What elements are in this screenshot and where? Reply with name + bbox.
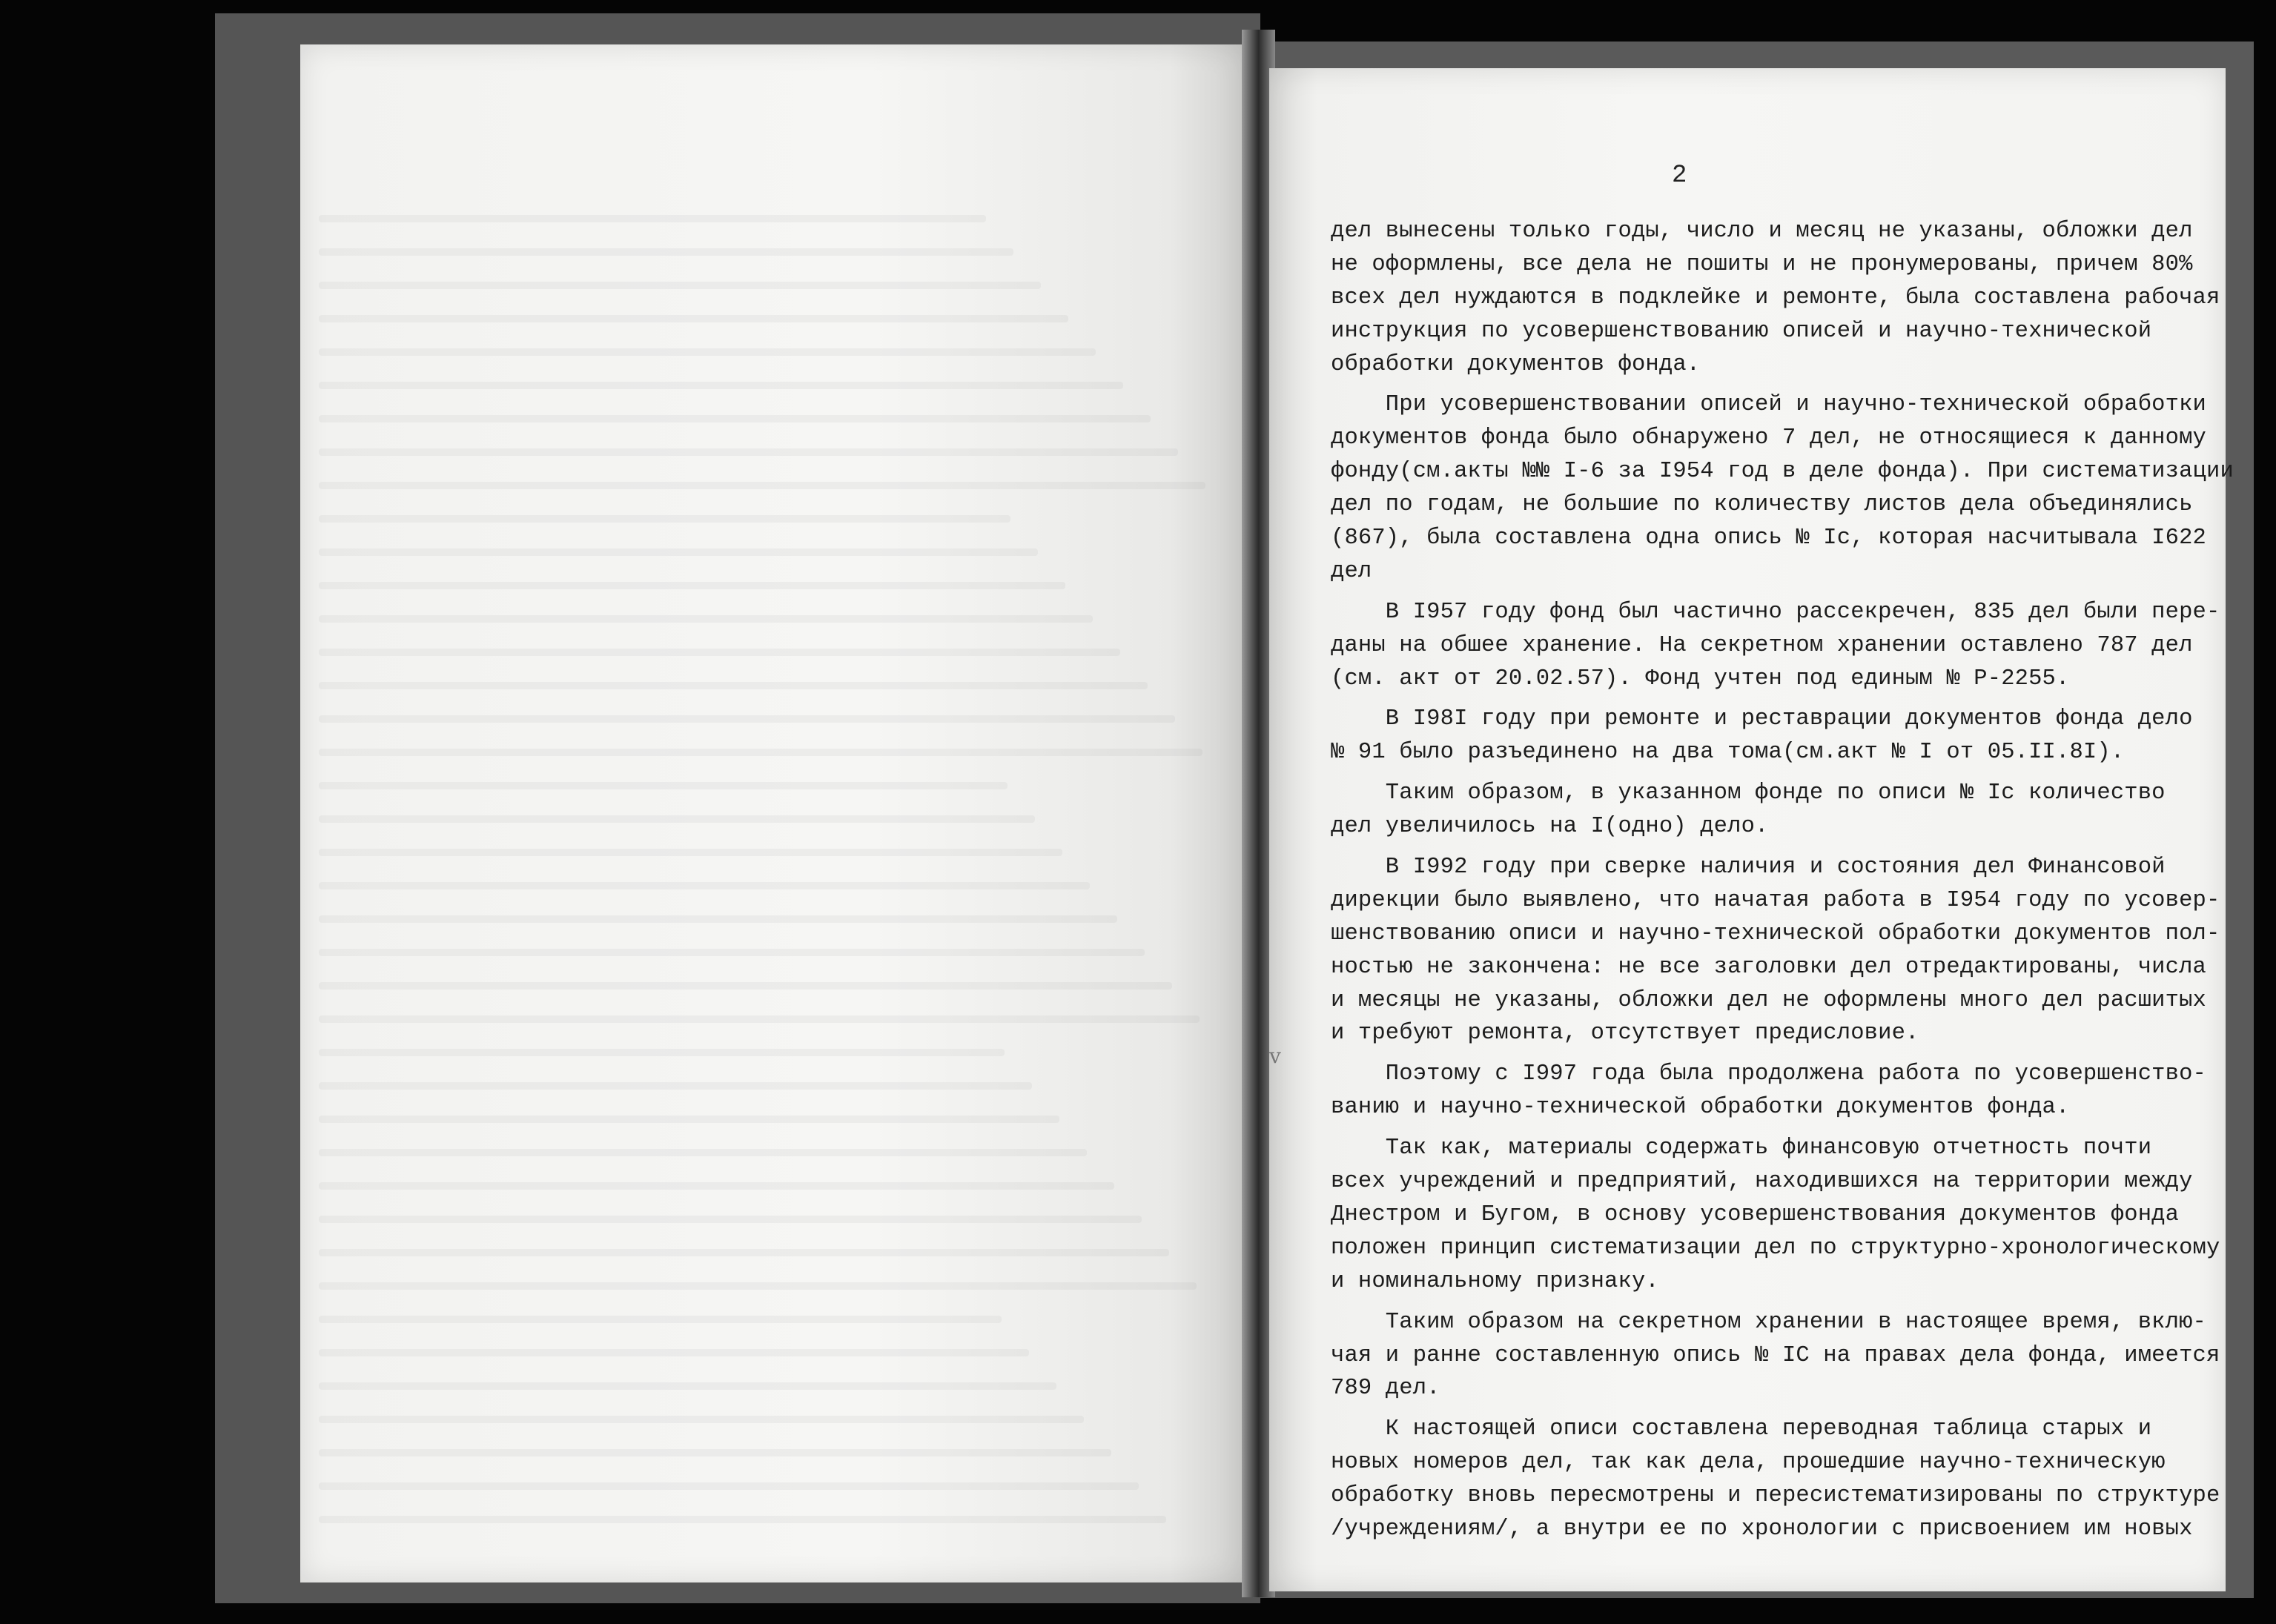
text-line: всех учреждений и предприятий, находившихся на территории между	[1331, 1169, 2193, 1195]
text-line: обработки документов фонда.	[1331, 351, 1701, 377]
bleed-through-line	[319, 749, 1202, 756]
bleed-through-line	[319, 1049, 1005, 1056]
bleed-through-line	[319, 548, 1038, 556]
text-line: При усовершенствовании описей и научно-технической обработки	[1331, 392, 2206, 418]
bleed-through-line	[319, 1149, 1087, 1156]
bleed-through-line	[319, 915, 1117, 923]
bleed-through-line	[319, 248, 1013, 256]
bleed-through-line	[319, 615, 1093, 623]
text-line: не оформлены, все дела не пошиты и не пронумерованы, причем 80%	[1331, 251, 2193, 277]
text-line: документов фонда было обнаружено 7 дел, не относящиеся к данному	[1331, 425, 2206, 451]
text-line: Таким образом на секретном хранении в настоящее время, вклю-	[1331, 1309, 2206, 1335]
bleed-through-line	[319, 715, 1175, 723]
text-line: шенствованию описи и научно-технической обработки документов пол-	[1331, 921, 2220, 947]
bleed-through-line	[319, 1349, 1029, 1356]
bleed-through-line	[319, 1216, 1142, 1223]
text-line: дел по годам, не большие по количеству листов дела объединялись	[1331, 492, 2193, 518]
text-line: дирекции было выявлено, что начатая работа в I954 году по усовер-	[1331, 887, 2220, 913]
bleed-through-line	[319, 1316, 1002, 1323]
text-line: 789 дел.	[1331, 1376, 1440, 1402]
text-line: В I957 году фонд был частично рассекречен, 835 дел были пере-	[1331, 599, 2220, 625]
text-line: (867), была составлена одна опись № Iс, которая насчитывала I622	[1331, 526, 2206, 551]
bleed-through-line	[319, 348, 1096, 356]
bleed-through-line	[319, 849, 1062, 856]
bleed-through-line	[319, 1382, 1056, 1390]
bleed-through-line	[319, 1249, 1169, 1256]
text-line: К настоящей описи составлена переводная таблица старых и	[1331, 1416, 2152, 1442]
bleed-through-line	[319, 682, 1148, 689]
bleed-through-line	[319, 1516, 1166, 1523]
bleed-through-line	[319, 815, 1035, 823]
text-line: Поэтому с I997 года была продолжена работа по усовершенство-	[1331, 1061, 2206, 1087]
page-number: 2	[1672, 162, 1687, 190]
text-line: обработку вновь пересмотрены и пересистематизированы по структуре	[1331, 1483, 2220, 1509]
bleed-through-line	[319, 982, 1172, 990]
text-line: дел вынесены только годы, число и месяц не указаны, обложки дел	[1331, 219, 2193, 244]
text-line: № 91 было разъединено на два тома(см.акт № I от 05.II.8I).	[1331, 740, 2125, 766]
bleed-through-line	[319, 1482, 1139, 1490]
bleed-through-line	[319, 1082, 1032, 1090]
bleed-through-line	[319, 1449, 1111, 1456]
bleed-through-line	[319, 949, 1145, 956]
text-line: В I98I году при ремонте и реставрации документов фонда дело	[1331, 706, 2193, 732]
text-line: дел увеличилось на I(одно) дело.	[1331, 814, 1769, 840]
text-line: всех дел нуждаются в подклейке и ремонте, была составлена рабочая	[1331, 285, 2220, 311]
text-line: ностью не закончена: не все заголовки дел отредактированы, числа	[1331, 954, 2206, 980]
text-line: чая и ранне составленную опись № IС на правах дела фонда, имеется	[1331, 1342, 2220, 1368]
text-line: и номинальному признаку.	[1331, 1268, 1659, 1294]
text-line: и месяцы не указаны, обложки дел не оформлены много дел расшитых	[1331, 987, 2206, 1013]
text-line: Таким образом, в указанном фонде по описи № Iс количество	[1331, 780, 2166, 806]
text-line: /учреждениям/, а внутри ее по хронологии с присвоением им новых	[1331, 1516, 2193, 1542]
bleed-through-line	[319, 1015, 1200, 1023]
text-line: Днестром и Бугом, в основу усовершенствования документов фонда	[1331, 1202, 2180, 1227]
bleed-through-line	[319, 882, 1090, 889]
bleed-through-line	[319, 448, 1178, 456]
text-line: фонду(см.акты №№ I-6 за I954 год в деле фонда). При систематизации	[1331, 459, 2234, 485]
typewritten-text	[1331, 215, 2234, 1546]
text-line: инструкция по усовершенствованию описей и научно-технической	[1331, 318, 2152, 344]
bleed-through-line	[319, 382, 1123, 389]
bleed-through-line	[319, 782, 1008, 789]
bleed-through-line	[319, 1282, 1197, 1290]
text-line: даны на обшее хранение. На секретном хранении оставлено 787 дел	[1331, 632, 2193, 658]
bleed-through-line	[319, 582, 1065, 589]
bleed-through-line	[319, 282, 1041, 289]
text-line: ванию и научно-технической обработки документов фонда.	[1331, 1095, 2070, 1121]
bleed-through-line	[319, 515, 1010, 523]
bleed-through-line	[319, 1116, 1059, 1123]
text-line: (см. акт от 20.02.57). Фонд учтен под единым № Р-2255.	[1331, 666, 2070, 692]
bleed-through-line	[319, 482, 1205, 489]
bleed-through-line	[319, 215, 986, 222]
margin-pencil-mark: v	[1269, 1044, 1281, 1068]
bleed-through-line	[319, 415, 1151, 422]
bleed-through-line	[319, 649, 1120, 656]
text-line: Так как, материалы содержать финансовую отчетность почти	[1331, 1136, 2152, 1161]
text-line: дел	[1331, 558, 1372, 584]
text-line: и требуют ремонта, отсутствует предисловие.	[1331, 1021, 1919, 1047]
bleed-through-line	[319, 1182, 1114, 1190]
bleed-through-line	[319, 315, 1068, 322]
text-line: В I992 году при сверке наличия и состояния дел Финансовой	[1331, 855, 2166, 881]
text-line: положен принцип систематизации дел по структурно-хронологическому	[1331, 1235, 2220, 1261]
bleed-through-line	[319, 1416, 1084, 1423]
text-line: новых номеров дел, так как дела, прошедшие научно-техническую	[1331, 1450, 2166, 1476]
